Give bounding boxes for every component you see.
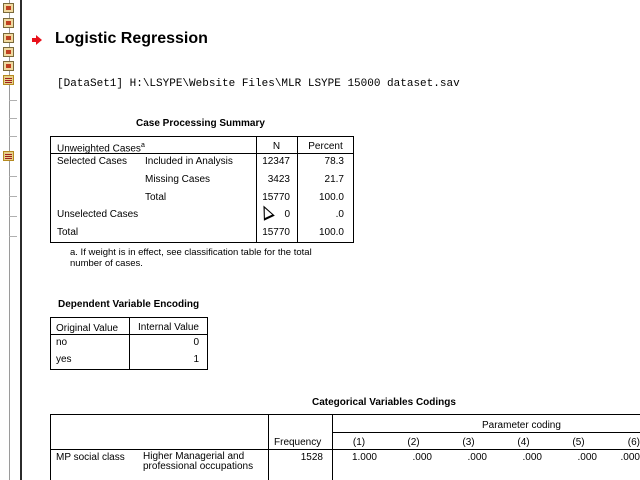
tree-tick [9, 100, 17, 101]
footnote: a. If weight is in effect, see classification table for the total number of cases. [70, 247, 312, 269]
cat-codings-title: Categorical Variables Codings [312, 397, 456, 408]
col-header-frequency: Frequency [274, 437, 322, 448]
col-header-percent: Percent [308, 141, 343, 152]
row-label: yes [56, 354, 72, 365]
page-icon[interactable] [3, 61, 14, 71]
col-header-param: (5) [572, 437, 585, 448]
page-icon[interactable] [3, 3, 14, 13]
row-sublabel: Included in Analysis [145, 156, 233, 167]
page-title: Logistic Regression [55, 30, 208, 47]
cell-n: 3423 [267, 174, 290, 185]
tree-tick [9, 236, 17, 237]
cell-n: 15770 [262, 192, 290, 203]
col-header-param: (3) [462, 437, 475, 448]
cell-percent: 21.7 [324, 174, 344, 185]
cell-value: 1 [193, 354, 199, 365]
output-navigator-sidebar [0, 0, 22, 480]
cell-n: 15770 [262, 227, 290, 238]
tree-tick [9, 118, 17, 119]
cell-param: .000 [412, 452, 432, 463]
case-summary-title: Case Processing Summary [136, 118, 265, 129]
cell-param: .000 [577, 452, 597, 463]
cell-param: .000 [522, 452, 542, 463]
cell-n: 12347 [262, 156, 290, 167]
cell-percent: .0 [335, 209, 344, 220]
col-header-internal: Internal Value [138, 322, 199, 333]
cell-param: .000 [620, 452, 640, 463]
tree-tick [9, 176, 17, 177]
page-icon[interactable] [3, 18, 14, 28]
col-header-param: (1) [352, 437, 366, 448]
dep-encoding-title: Dependent Variable Encoding [58, 299, 200, 310]
book-icon[interactable] [3, 151, 14, 161]
page-icon[interactable] [3, 47, 14, 57]
col-header-param: (6) [627, 437, 640, 448]
book-icon[interactable] [3, 75, 14, 85]
tree-tick [9, 136, 17, 137]
cell-percent: 78.3 [324, 156, 344, 167]
col-label: Unweighted Cases$^a$ [57, 142, 145, 155]
row-sublabel: Missing Cases [145, 174, 211, 185]
col-header-param: (4) [517, 437, 530, 448]
cell-percent: 100.0 [318, 227, 344, 238]
row-label: no [56, 337, 68, 348]
cell-frequency: 1528 [300, 452, 323, 463]
col-header-param: (2) [407, 437, 420, 448]
row-label: Total [57, 227, 79, 238]
col-header-original: Original Value [56, 323, 119, 334]
tree-tick [9, 216, 17, 217]
col-header-n: N [272, 141, 281, 152]
row-level-label: Higher Managerial and professional occupations [143, 451, 254, 472]
tree-line [9, 0, 10, 480]
cell-param: 1.000 [351, 452, 377, 463]
cell-n: 0 [284, 209, 290, 220]
dataset-path: [DataSet1] H:\LSYPE\Website Files\MLR LSYPE 15000 dataset.sav [57, 78, 460, 90]
row-label: Unselected Cases [57, 209, 139, 220]
tree-tick [9, 196, 17, 197]
row-sublabel: Total [145, 192, 167, 203]
cell-param: .000 [467, 452, 487, 463]
param-coding-label: Parameter coding [482, 420, 561, 431]
table-rule [332, 432, 640, 433]
arrow-right-icon [36, 35, 42, 45]
output-viewer-content [22, 0, 640, 480]
cell-percent: 100.0 [318, 192, 344, 203]
row-label: Selected Cases [57, 156, 128, 167]
cell-value: 0 [193, 337, 199, 348]
page-icon[interactable] [3, 33, 14, 43]
table-rule [50, 449, 640, 450]
row-var-label: MP social class [56, 452, 125, 463]
table-rule [268, 414, 269, 480]
